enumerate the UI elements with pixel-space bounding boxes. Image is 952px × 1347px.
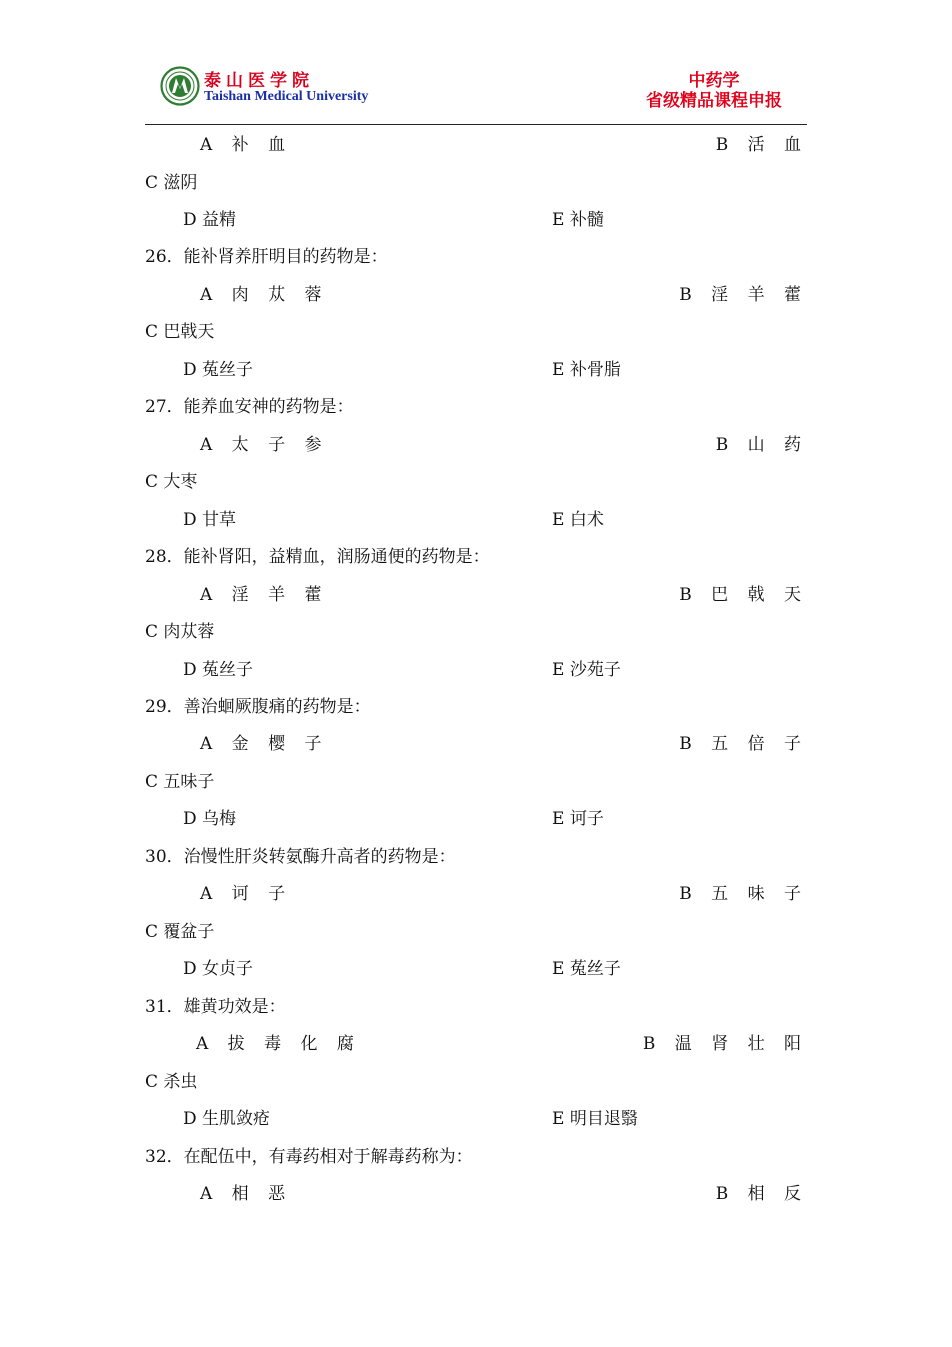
option-d: D 菟丝子 [183, 360, 254, 380]
option-b: B 巴 戟 天 [679, 585, 808, 605]
option-c: C 巴戟天 [145, 322, 215, 342]
option-d: D 益精 [183, 210, 237, 230]
question-stem: 28．能补肾阳，益精血，润肠通便的药物是： [145, 547, 490, 567]
option-d: D 乌梅 [183, 809, 237, 829]
option-b: B 淫 羊 藿 [679, 285, 808, 305]
option-a: A 诃 子 [200, 884, 293, 904]
option-c: C 滋阴 [145, 173, 198, 193]
option-d: D 甘草 [183, 510, 237, 530]
option-a: A 拔 毒 化 腐 [196, 1034, 361, 1054]
course-subtitle: 省级精品课程申报 [646, 91, 782, 111]
question-stem: 29．善治蛔厥腹痛的药物是： [145, 697, 371, 717]
question-stem: 27．能养血安神的药物是： [145, 397, 354, 417]
option-c: C 五味子 [145, 772, 215, 792]
option-e: E 白术 [552, 510, 604, 530]
option-a: A 金 樱 子 [200, 734, 329, 754]
question-stem: 26．能补肾养肝明目的药物是： [145, 247, 388, 267]
option-c: C 杀虫 [145, 1072, 198, 1092]
option-b: B 五 倍 子 [679, 734, 808, 754]
option-d: D 菟丝子 [183, 660, 254, 680]
option-e: E 补骨脂 [552, 360, 621, 380]
option-a: A 补 血 [200, 135, 293, 155]
question-stem: 31．雄黄功效是： [145, 997, 286, 1017]
option-c: C 大枣 [145, 472, 198, 492]
university-name-cn: 泰山医学院 [204, 71, 314, 91]
university-logo-icon [160, 66, 200, 106]
option-e: E 明目退翳 [552, 1109, 638, 1129]
header-divider [145, 124, 807, 125]
option-b: B 相 反 [715, 1184, 808, 1204]
question-stem: 32．在配伍中，有毒药相对于解毒药称为： [145, 1147, 473, 1167]
option-e: E 沙苑子 [552, 660, 621, 680]
option-a: A 相 恶 [200, 1184, 293, 1204]
option-e: E 补髓 [552, 210, 604, 230]
university-name-en: Taishan Medical University [204, 89, 369, 104]
option-a: A 太 子 参 [200, 435, 329, 455]
option-c: C 覆盆子 [145, 922, 215, 942]
option-b: B 五 味 子 [679, 884, 808, 904]
option-e: E 诃子 [552, 809, 604, 829]
page-header [0, 0, 952, 126]
option-a: A 肉 苁 蓉 [200, 285, 329, 305]
option-b: B 温 肾 壮 阳 [642, 1034, 808, 1054]
option-c: C 肉苁蓉 [145, 622, 215, 642]
option-b: B 山 药 [715, 435, 808, 455]
option-d: D 女贞子 [183, 959, 254, 979]
option-e: E 菟丝子 [552, 959, 621, 979]
course-title: 中药学 [688, 71, 740, 91]
question-stem: 30．治慢性肝炎转氨酶升高者的药物是： [145, 847, 456, 867]
option-d: D 生肌敛疮 [183, 1109, 271, 1129]
option-a: A 淫 羊 藿 [200, 585, 329, 605]
option-b: B 活 血 [715, 135, 808, 155]
